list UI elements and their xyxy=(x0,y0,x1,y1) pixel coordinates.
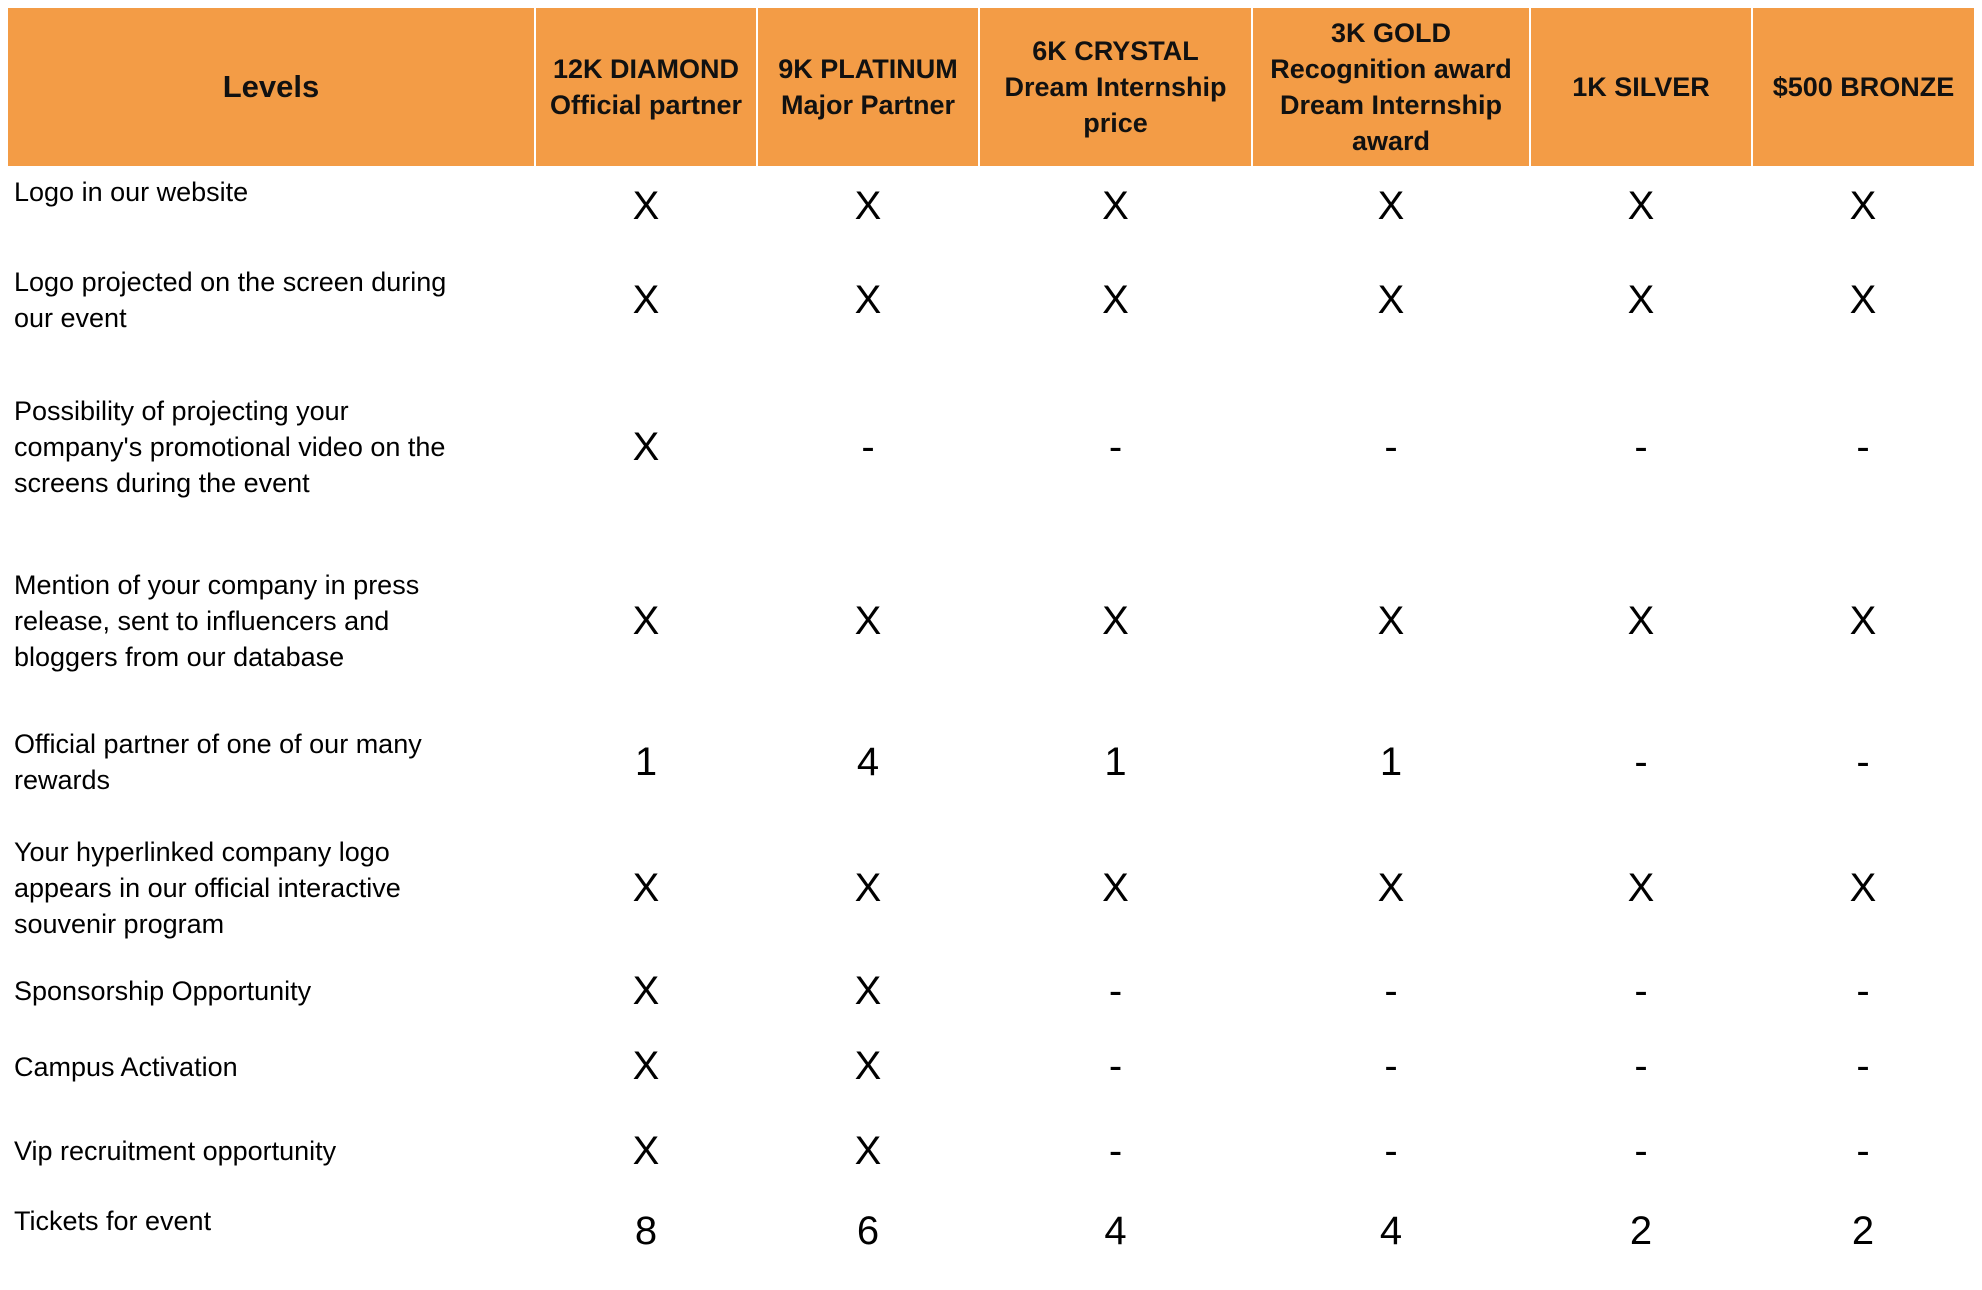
level-cell: X xyxy=(632,424,660,469)
level-cell: X xyxy=(632,968,660,1013)
feature-label xyxy=(8,822,535,954)
level-cell: 1 xyxy=(1104,739,1127,784)
feature-line: Logo projected on the screen during xyxy=(14,267,447,297)
level-cell: X xyxy=(1102,598,1129,643)
level-cell: X xyxy=(1627,278,1655,322)
level-cell: X xyxy=(632,598,660,643)
header-diamond xyxy=(535,8,757,166)
header-crystal xyxy=(979,8,1252,166)
level-cell: 2 xyxy=(1629,1209,1653,1253)
level-cell: X xyxy=(854,865,882,910)
level-cell: X xyxy=(1102,184,1129,228)
table-row xyxy=(8,1028,1974,1105)
table-row xyxy=(8,954,1974,1028)
level-cell: - xyxy=(1856,1128,1870,1173)
sponsorship-levels-table xyxy=(8,8,1974,1269)
level-cell: - xyxy=(1384,968,1398,1013)
level-cell: X xyxy=(632,865,660,910)
feature-label xyxy=(8,354,535,540)
level-cell: 4 xyxy=(1379,1209,1403,1253)
level-cell: 1 xyxy=(1379,739,1403,784)
header-row xyxy=(8,8,1974,166)
header-line: 3K GOLD xyxy=(1330,18,1451,48)
level-cell: 1 xyxy=(634,739,658,784)
level-cell: X xyxy=(1849,184,1877,228)
table-row xyxy=(8,540,1974,702)
feature-label xyxy=(8,1105,535,1197)
level-cell: X xyxy=(1627,598,1655,643)
table-row xyxy=(8,1105,1974,1197)
header-line: 9K PLATINUM xyxy=(778,54,958,84)
feature-label xyxy=(8,954,535,1028)
feature-line: Mention of your company in press xyxy=(14,570,420,600)
header-line: price xyxy=(1083,108,1148,138)
feature-line: Tickets for event xyxy=(14,1206,212,1236)
header-gold xyxy=(1252,8,1530,166)
level-cell: X xyxy=(1377,184,1405,228)
level-cell: 4 xyxy=(1104,1209,1127,1253)
level-cell: 4 xyxy=(856,739,880,784)
feature-label xyxy=(8,1028,535,1105)
level-cell: - xyxy=(1108,424,1123,469)
level-cell: X xyxy=(854,278,882,322)
header-silver xyxy=(1530,8,1752,166)
table-header xyxy=(8,8,1974,166)
feature-line: screens during the event xyxy=(14,468,310,498)
level-cell: - xyxy=(1634,1128,1648,1173)
level-cell: - xyxy=(1634,968,1648,1013)
header-platinum xyxy=(757,8,979,166)
level-cell: 6 xyxy=(856,1209,880,1253)
header-line: Major Partner xyxy=(780,90,956,120)
level-cell: X xyxy=(632,1128,660,1173)
level-cell: - xyxy=(1108,1044,1123,1088)
feature-line: release, sent to influencers and xyxy=(14,606,390,636)
level-cell: X xyxy=(1377,598,1405,643)
header-levels xyxy=(8,8,535,166)
level-cell: X xyxy=(1627,865,1655,910)
level-cell: - xyxy=(1108,1128,1123,1173)
level-cell: - xyxy=(1856,739,1870,784)
level-cell: - xyxy=(1384,424,1398,469)
header-bronze xyxy=(1752,8,1974,166)
level-cell: X xyxy=(1849,278,1877,322)
feature-label xyxy=(8,702,535,822)
header-line: award xyxy=(1351,126,1431,156)
level-cell: 8 xyxy=(634,1209,658,1253)
level-cell: - xyxy=(1856,968,1870,1013)
level-cell: 2 xyxy=(1851,1209,1875,1253)
feature-label xyxy=(8,540,535,702)
level-cell: - xyxy=(861,424,875,469)
level-cell: X xyxy=(1627,184,1655,228)
header-line: Levels xyxy=(222,69,320,104)
feature-label xyxy=(8,166,535,248)
level-cell: - xyxy=(1634,1044,1648,1088)
level-cell: X xyxy=(1377,865,1405,910)
feature-line: appears in our official interactive xyxy=(14,873,401,903)
header-line: 6K CRYSTAL xyxy=(1032,36,1199,66)
table-row xyxy=(8,166,1974,248)
level-cell: X xyxy=(1102,865,1129,910)
feature-line: Official partner of one of our many xyxy=(14,729,422,759)
feature-line: Campus Activation xyxy=(14,1051,238,1082)
feature-line: Your hyperlinked company logo xyxy=(14,837,390,867)
header-line: Dream Internship xyxy=(1279,90,1503,120)
level-cell: - xyxy=(1634,739,1648,784)
level-cell: X xyxy=(632,278,660,322)
level-cell: - xyxy=(1634,424,1648,469)
feature-line: Sponsorship Opportunity xyxy=(14,976,312,1006)
level-cell: X xyxy=(632,1044,660,1088)
level-cell: X xyxy=(632,184,660,228)
table-row xyxy=(8,822,1974,954)
level-cell: X xyxy=(854,1044,882,1088)
level-cell: X xyxy=(854,184,882,228)
header-line: 12K DIAMOND xyxy=(552,54,740,84)
level-cell: X xyxy=(854,1128,882,1173)
level-cell: X xyxy=(1849,598,1877,643)
feature-label xyxy=(8,248,535,354)
level-cell: - xyxy=(1856,424,1870,469)
level-cell: X xyxy=(1102,278,1129,322)
header-line: Official partner xyxy=(549,90,743,120)
level-cell: X xyxy=(854,968,882,1013)
table-row xyxy=(8,1197,1974,1269)
level-cell: X xyxy=(1377,278,1405,322)
level-cell: - xyxy=(1384,1044,1398,1088)
table-row xyxy=(8,702,1974,822)
feature-line: Logo in our website xyxy=(14,177,249,207)
feature-label xyxy=(8,1197,535,1269)
table-row xyxy=(8,248,1974,354)
table-body xyxy=(8,166,1974,1269)
feature-line: Vip recruitment opportunity xyxy=(14,1136,337,1166)
level-cell: X xyxy=(854,598,882,643)
level-cell: - xyxy=(1856,1044,1870,1088)
header-line: Recognition award xyxy=(1270,54,1512,84)
feature-line: our event xyxy=(14,303,127,333)
sponsorship-levels-sheet xyxy=(8,8,1974,1269)
feature-line: souvenir program xyxy=(14,909,225,939)
header-line: Dream Internship xyxy=(1004,72,1227,102)
header-line: 1K SILVER xyxy=(1572,72,1710,102)
level-cell: - xyxy=(1384,1128,1398,1173)
feature-line: Possibility of projecting your xyxy=(14,396,349,426)
level-cell: - xyxy=(1108,968,1123,1013)
table-row xyxy=(8,354,1974,540)
feature-line: bloggers from our database xyxy=(14,642,345,672)
feature-line: company's promotional video on the xyxy=(14,432,446,462)
feature-line: rewards xyxy=(14,765,111,795)
header-line: $500 BRONZE xyxy=(1772,72,1955,102)
level-cell: X xyxy=(1849,865,1877,910)
